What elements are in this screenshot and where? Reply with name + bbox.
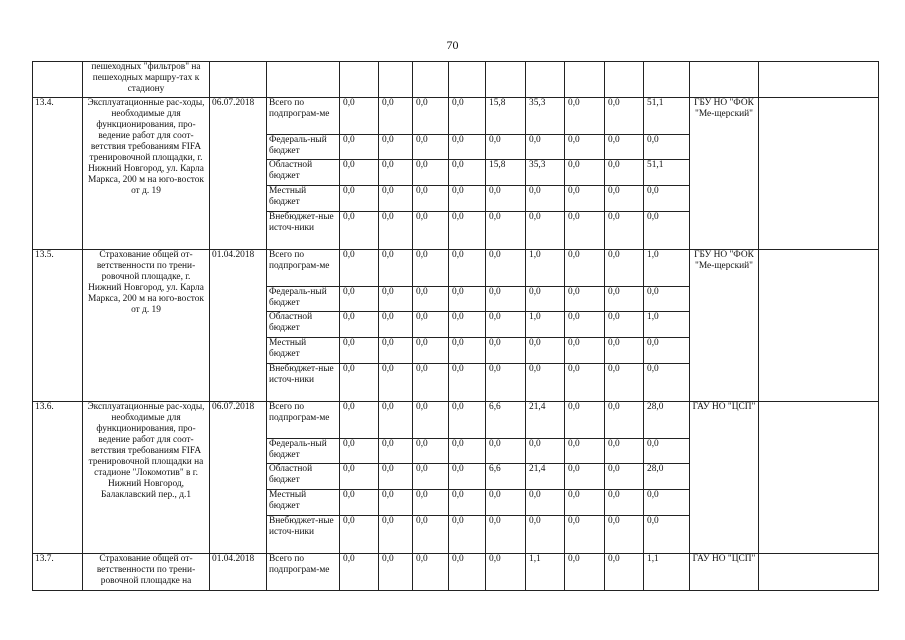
cell-value: 0,0	[340, 135, 379, 160]
cell-executor: ГАУ НО "ЦСП"	[690, 554, 759, 591]
cell-value: 0,0	[413, 490, 449, 516]
cell-funding-source: Федераль-ный бюджет	[267, 135, 340, 160]
cell-value: 0,0	[644, 338, 690, 364]
cell-value: 0,0	[379, 160, 413, 186]
cell-value: 35,3	[526, 98, 565, 135]
cell-value: 0,0	[379, 250, 413, 287]
table-row-fragment	[33, 62, 879, 98]
cell-value: 0,0	[526, 338, 565, 364]
cell-value: 0,0	[605, 554, 644, 591]
cell-funding-source: Всего по подпрограм-ме	[267, 98, 340, 135]
cell-value: 21,4	[526, 402, 565, 439]
cell-value: 0,0	[449, 212, 486, 250]
budget-table	[32, 61, 879, 591]
cell-value: 0,0	[605, 402, 644, 439]
cell-value: 0,0	[413, 160, 449, 186]
cell-value: 0,0	[644, 135, 690, 160]
cell-value: 0,0	[605, 287, 644, 312]
cell-value: 0,0	[565, 212, 605, 250]
cell-value: 0,0	[413, 338, 449, 364]
cell-value: 0,0	[449, 135, 486, 160]
cell-value: 0,0	[486, 490, 526, 516]
cell-value: 0,0	[413, 212, 449, 250]
cell-value: 0,0	[605, 439, 644, 464]
cell-value: 0,0	[565, 186, 605, 212]
cell-value: 0,0	[413, 186, 449, 212]
cell-value: 0,0	[379, 186, 413, 212]
cell-num: 13.5.	[33, 250, 83, 402]
cell-value: 0,0	[526, 186, 565, 212]
cell-value: 1,0	[644, 312, 690, 338]
cell-value: 0,0	[486, 338, 526, 364]
cell-value: 0,0	[379, 464, 413, 490]
cell-funding-source: Местный бюджет	[267, 186, 340, 212]
cell-value: 0,0	[340, 364, 379, 402]
cell-description: Страхование общей от-ветственности по трени-ровочной площадке на	[83, 554, 210, 591]
cell-value: 0,0	[379, 402, 413, 439]
cell-value: 0,0	[565, 516, 605, 554]
cell-value: 0,0	[340, 439, 379, 464]
cell-value: 0,0	[413, 439, 449, 464]
cell-funding-source: Федераль-ный бюджет	[267, 439, 340, 464]
cell-value: 35,3	[526, 160, 565, 186]
table-row	[33, 250, 879, 287]
cell-value: 0,0	[605, 464, 644, 490]
cell-executor: ГБУ НО "ФОК "Ме-щерский"	[690, 98, 759, 250]
cell-value: 0,0	[449, 490, 486, 516]
cell-funding-source: Федераль-ный бюджет	[267, 287, 340, 312]
cell-value: 0,0	[340, 516, 379, 554]
cell-value: 0,0	[449, 287, 486, 312]
table-row	[33, 402, 879, 439]
cell-value: 0,0	[644, 516, 690, 554]
cell-value: 0,0	[340, 186, 379, 212]
cell-value: 0,0	[449, 364, 486, 402]
cell-value: 0,0	[644, 186, 690, 212]
cell-num	[33, 62, 83, 98]
cell-num: 13.6.	[33, 402, 83, 554]
cell-date: 01.04.2018	[210, 554, 267, 591]
cell-value: 0,0	[605, 250, 644, 287]
cell-value: 0,0	[486, 287, 526, 312]
cell-value: 0,0	[379, 312, 413, 338]
cell-value: 0,0	[644, 364, 690, 402]
cell-value: 0,0	[565, 464, 605, 490]
cell-value: 0,0	[413, 402, 449, 439]
cell-value: 0,0	[413, 98, 449, 135]
cell-num: 13.4.	[33, 98, 83, 250]
cell-description: пешеходных "фильтров" на пешеходных маршру-тах к стадиону	[83, 62, 210, 98]
cell-value: 0,0	[340, 287, 379, 312]
cell-value: 0,0	[565, 338, 605, 364]
cell-value: 0,0	[413, 287, 449, 312]
cell-value: 0,0	[449, 312, 486, 338]
cell-value: 6,6	[486, 464, 526, 490]
cell-value: 0,0	[565, 98, 605, 135]
cell-value: 0,0	[486, 312, 526, 338]
cell-value: 0,0	[340, 250, 379, 287]
cell-value: 0,0	[340, 554, 379, 591]
cell-num: 13.7.	[33, 554, 83, 591]
cell-value: 0,0	[413, 250, 449, 287]
cell-value: 0,0	[413, 364, 449, 402]
cell-value: 0,0	[340, 160, 379, 186]
cell-value: 15,8	[486, 98, 526, 135]
cell-value: 0,0	[526, 516, 565, 554]
cell-value: 0,0	[644, 490, 690, 516]
cell-value: 0,0	[565, 250, 605, 287]
cell-value: 1,1	[644, 554, 690, 591]
cell-value: 0,0	[413, 135, 449, 160]
cell-value: 0,0	[449, 250, 486, 287]
table-row	[33, 554, 879, 591]
cell-value: 0,0	[565, 160, 605, 186]
cell-value: 0,0	[605, 160, 644, 186]
cell-description: Эксплуатационные рас-ходы, необходимые для функционирования, про-ведение работ для соот-ветствия требованиям FIFA тренировочной площадки, г. Нижний Новгород, ул. Карла Маркса, 200 м на юго-восток от д. 19	[83, 98, 210, 250]
cell-value: 0,0	[486, 186, 526, 212]
cell-value: 0,0	[605, 490, 644, 516]
cell-value: 0,0	[379, 135, 413, 160]
cell-note	[759, 98, 879, 250]
cell-value: 0,0	[340, 464, 379, 490]
cell-value: 51,1	[644, 160, 690, 186]
cell-value: 0,0	[449, 186, 486, 212]
cell-value: 0,0	[379, 98, 413, 135]
cell-description: Страхование общей от-ветственности по трени-ровочной площадке, г. Нижний Новгород, ул. Карла Маркса, 200 м на юго-восток от д. 19	[83, 250, 210, 402]
cell-value: 0,0	[449, 402, 486, 439]
cell-value: 0,0	[486, 516, 526, 554]
cell-funding-source: Областной бюджет	[267, 160, 340, 186]
cell-value: 0,0	[449, 439, 486, 464]
cell-value: 0,0	[340, 98, 379, 135]
cell-note	[759, 554, 879, 591]
cell-value: 1,0	[644, 250, 690, 287]
cell-value: 0,0	[605, 338, 644, 364]
cell-value: 0,0	[413, 312, 449, 338]
cell-executor: ГБУ НО "ФОК "Ме-щерский"	[690, 250, 759, 402]
cell-funding-source: Областной бюджет	[267, 312, 340, 338]
cell-value: 0,0	[449, 338, 486, 364]
cell-date: 06.07.2018	[210, 98, 267, 250]
cell-value: 0,0	[449, 98, 486, 135]
cell-value: 0,0	[379, 516, 413, 554]
cell-executor: ГАУ НО "ЦСП"	[690, 402, 759, 554]
cell-value: 0,0	[526, 364, 565, 402]
cell-value: 0,0	[486, 439, 526, 464]
cell-value: 0,0	[565, 312, 605, 338]
cell-value: 0,0	[605, 364, 644, 402]
cell-funding-source: Всего по подпрограм-ме	[267, 250, 340, 287]
cell-value: 0,0	[565, 287, 605, 312]
cell-value: 0,0	[526, 439, 565, 464]
cell-value: 0,0	[449, 554, 486, 591]
cell-value: 0,0	[486, 250, 526, 287]
cell-value: 51,1	[644, 98, 690, 135]
table-row	[33, 98, 879, 135]
cell-value: 0,0	[565, 402, 605, 439]
cell-value: 0,0	[340, 402, 379, 439]
cell-value: 0,0	[379, 287, 413, 312]
cell-value: 0,0	[379, 212, 413, 250]
cell-value: 0,0	[340, 212, 379, 250]
cell-funding-source: Внебюджет-ные источ-ники	[267, 212, 340, 250]
cell-value: 0,0	[413, 516, 449, 554]
cell-value: 0,0	[526, 135, 565, 160]
cell-value: 0,0	[565, 364, 605, 402]
cell-value: 0,0	[526, 212, 565, 250]
cell-value: 0,0	[565, 439, 605, 464]
cell-value: 0,0	[526, 287, 565, 312]
cell-value: 0,0	[605, 312, 644, 338]
cell-value: 0,0	[486, 135, 526, 160]
cell-date: 06.07.2018	[210, 402, 267, 554]
cell-value: 0,0	[644, 287, 690, 312]
table-body	[33, 62, 879, 591]
cell-value: 6,6	[486, 402, 526, 439]
cell-value: 0,0	[486, 212, 526, 250]
cell-funding-source: Областной бюджет	[267, 464, 340, 490]
cell-funding-source: Местный бюджет	[267, 490, 340, 516]
cell-value: 0,0	[449, 464, 486, 490]
cell-value: 0,0	[565, 490, 605, 516]
cell-value: 0,0	[413, 554, 449, 591]
cell-value: 0,0	[340, 312, 379, 338]
cell-value: 0,0	[605, 98, 644, 135]
cell-value: 1,1	[526, 554, 565, 591]
cell-value: 0,0	[605, 135, 644, 160]
cell-value: 0,0	[605, 516, 644, 554]
cell-funding-source: Всего по подпрограм-ме	[267, 554, 340, 591]
cell-value: 0,0	[379, 554, 413, 591]
cell-value: 0,0	[605, 186, 644, 212]
cell-value: 0,0	[486, 364, 526, 402]
cell-value: 0,0	[449, 160, 486, 186]
cell-note	[759, 402, 879, 554]
cell-value: 0,0	[413, 464, 449, 490]
cell-description: Эксплуатационные рас-ходы, необходимые для функционирования, про-ведение работ для соот-ветствия требованиям FIFA тренировочной площадки на стадионе "Локомотив" в г. Нижний Новгород, Балаклавский пер., д.1	[83, 402, 210, 554]
cell-value: 0,0	[379, 439, 413, 464]
cell-date: 01.04.2018	[210, 250, 267, 402]
cell-value: 0,0	[644, 439, 690, 464]
cell-value: 0,0	[565, 554, 605, 591]
cell-value: 15,8	[486, 160, 526, 186]
cell-value: 28,0	[644, 402, 690, 439]
cell-value: 0,0	[605, 212, 644, 250]
cell-value: 0,0	[340, 338, 379, 364]
cell-value: 0,0	[449, 516, 486, 554]
cell-value: 1,0	[526, 250, 565, 287]
cell-value: 0,0	[565, 135, 605, 160]
cell-value: 21,4	[526, 464, 565, 490]
cell-value: 1,0	[526, 312, 565, 338]
cell-value: 0,0	[526, 490, 565, 516]
cell-value: 0,0	[379, 490, 413, 516]
cell-funding-source: Внебюджет-ные источ-ники	[267, 364, 340, 402]
cell-note	[759, 250, 879, 402]
cell-funding-source: Внебюджет-ные источ-ники	[267, 516, 340, 554]
cell-value: 0,0	[644, 212, 690, 250]
cell-funding-source: Местный бюджет	[267, 338, 340, 364]
cell-value: 0,0	[486, 554, 526, 591]
cell-value: 0,0	[340, 490, 379, 516]
cell-value: 0,0	[379, 338, 413, 364]
page-number: 70	[446, 38, 459, 52]
cell-value: 28,0	[644, 464, 690, 490]
cell-funding-source: Всего по подпрограм-ме	[267, 402, 340, 439]
cell-value: 0,0	[379, 364, 413, 402]
